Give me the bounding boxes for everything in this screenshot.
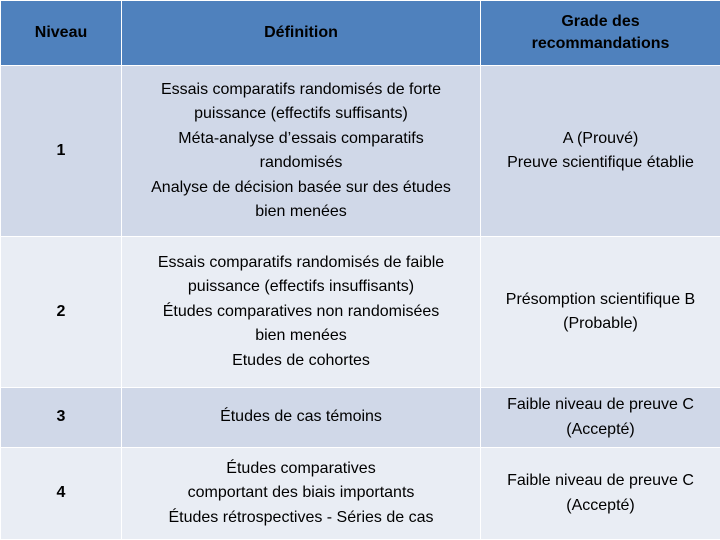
niveau-cell: 1 <box>1 66 122 237</box>
definition-line: randomisés <box>259 154 343 171</box>
grade-line: A (Prouvé) <box>562 129 639 147</box>
definition-line: Études de cas témoins <box>220 408 382 426</box>
definition-line: bien menées <box>255 203 347 220</box>
definition-line: puissance (effectifs insuffisants) <box>187 278 415 296</box>
table-row <box>1 237 720 388</box>
grade-line: Présomption scientifique B <box>505 290 696 308</box>
definition-line: Études rétrospectives - Séries de cas <box>168 508 434 526</box>
definition-cell <box>122 448 481 540</box>
niveau-cell: 2 <box>1 237 122 388</box>
niveau-cell: 4 <box>1 448 122 540</box>
definition-line: bien menées <box>255 327 347 345</box>
definition-cell <box>122 237 481 388</box>
grade-cell <box>481 448 720 540</box>
table-row <box>1 448 720 540</box>
definition-line: Études comparatives <box>226 459 376 477</box>
definition-line: Essais comparatifs randomisés de forte <box>160 80 442 98</box>
grade-cell <box>481 237 720 388</box>
definition-line: Méta-analyse d’essais comparatifs <box>178 129 424 147</box>
definition-cell <box>122 66 481 237</box>
definition-line: comportant des biais importants <box>187 484 415 502</box>
grade-line: (Accepté) <box>566 420 635 438</box>
grade-line: Preuve scientifique établie <box>507 154 694 171</box>
grade-line: (Probable) <box>563 315 638 332</box>
header-definition: Définition <box>122 1 481 66</box>
definition-line: Analyse de décision basée sur des études <box>151 178 451 196</box>
grade-line: Faible niveau de preuve C <box>507 396 694 413</box>
niveau-cell: 3 <box>1 388 122 448</box>
table-row <box>1 66 720 237</box>
definition-line: puissance (effectifs suffisants) <box>194 105 408 122</box>
table-header-row <box>1 1 720 66</box>
grade-line: (Accepté) <box>566 496 635 514</box>
definition-cell <box>122 388 481 448</box>
header-niveau: Niveau <box>1 1 122 66</box>
header-grade <box>481 1 720 66</box>
header-grade-line: Grade des <box>561 13 640 30</box>
definition-line: Essais comparatifs randomisés de faible <box>157 253 445 271</box>
grade-line: Faible niveau de preuve C <box>507 472 694 489</box>
header-grade-line: recommandations <box>531 35 670 52</box>
grade-cell <box>481 66 720 237</box>
grade-cell <box>481 388 720 448</box>
definition-line: Études comparatives non randomisées <box>162 302 440 320</box>
table-row <box>1 388 720 448</box>
definition-line: Etudes de cohortes <box>232 351 370 369</box>
